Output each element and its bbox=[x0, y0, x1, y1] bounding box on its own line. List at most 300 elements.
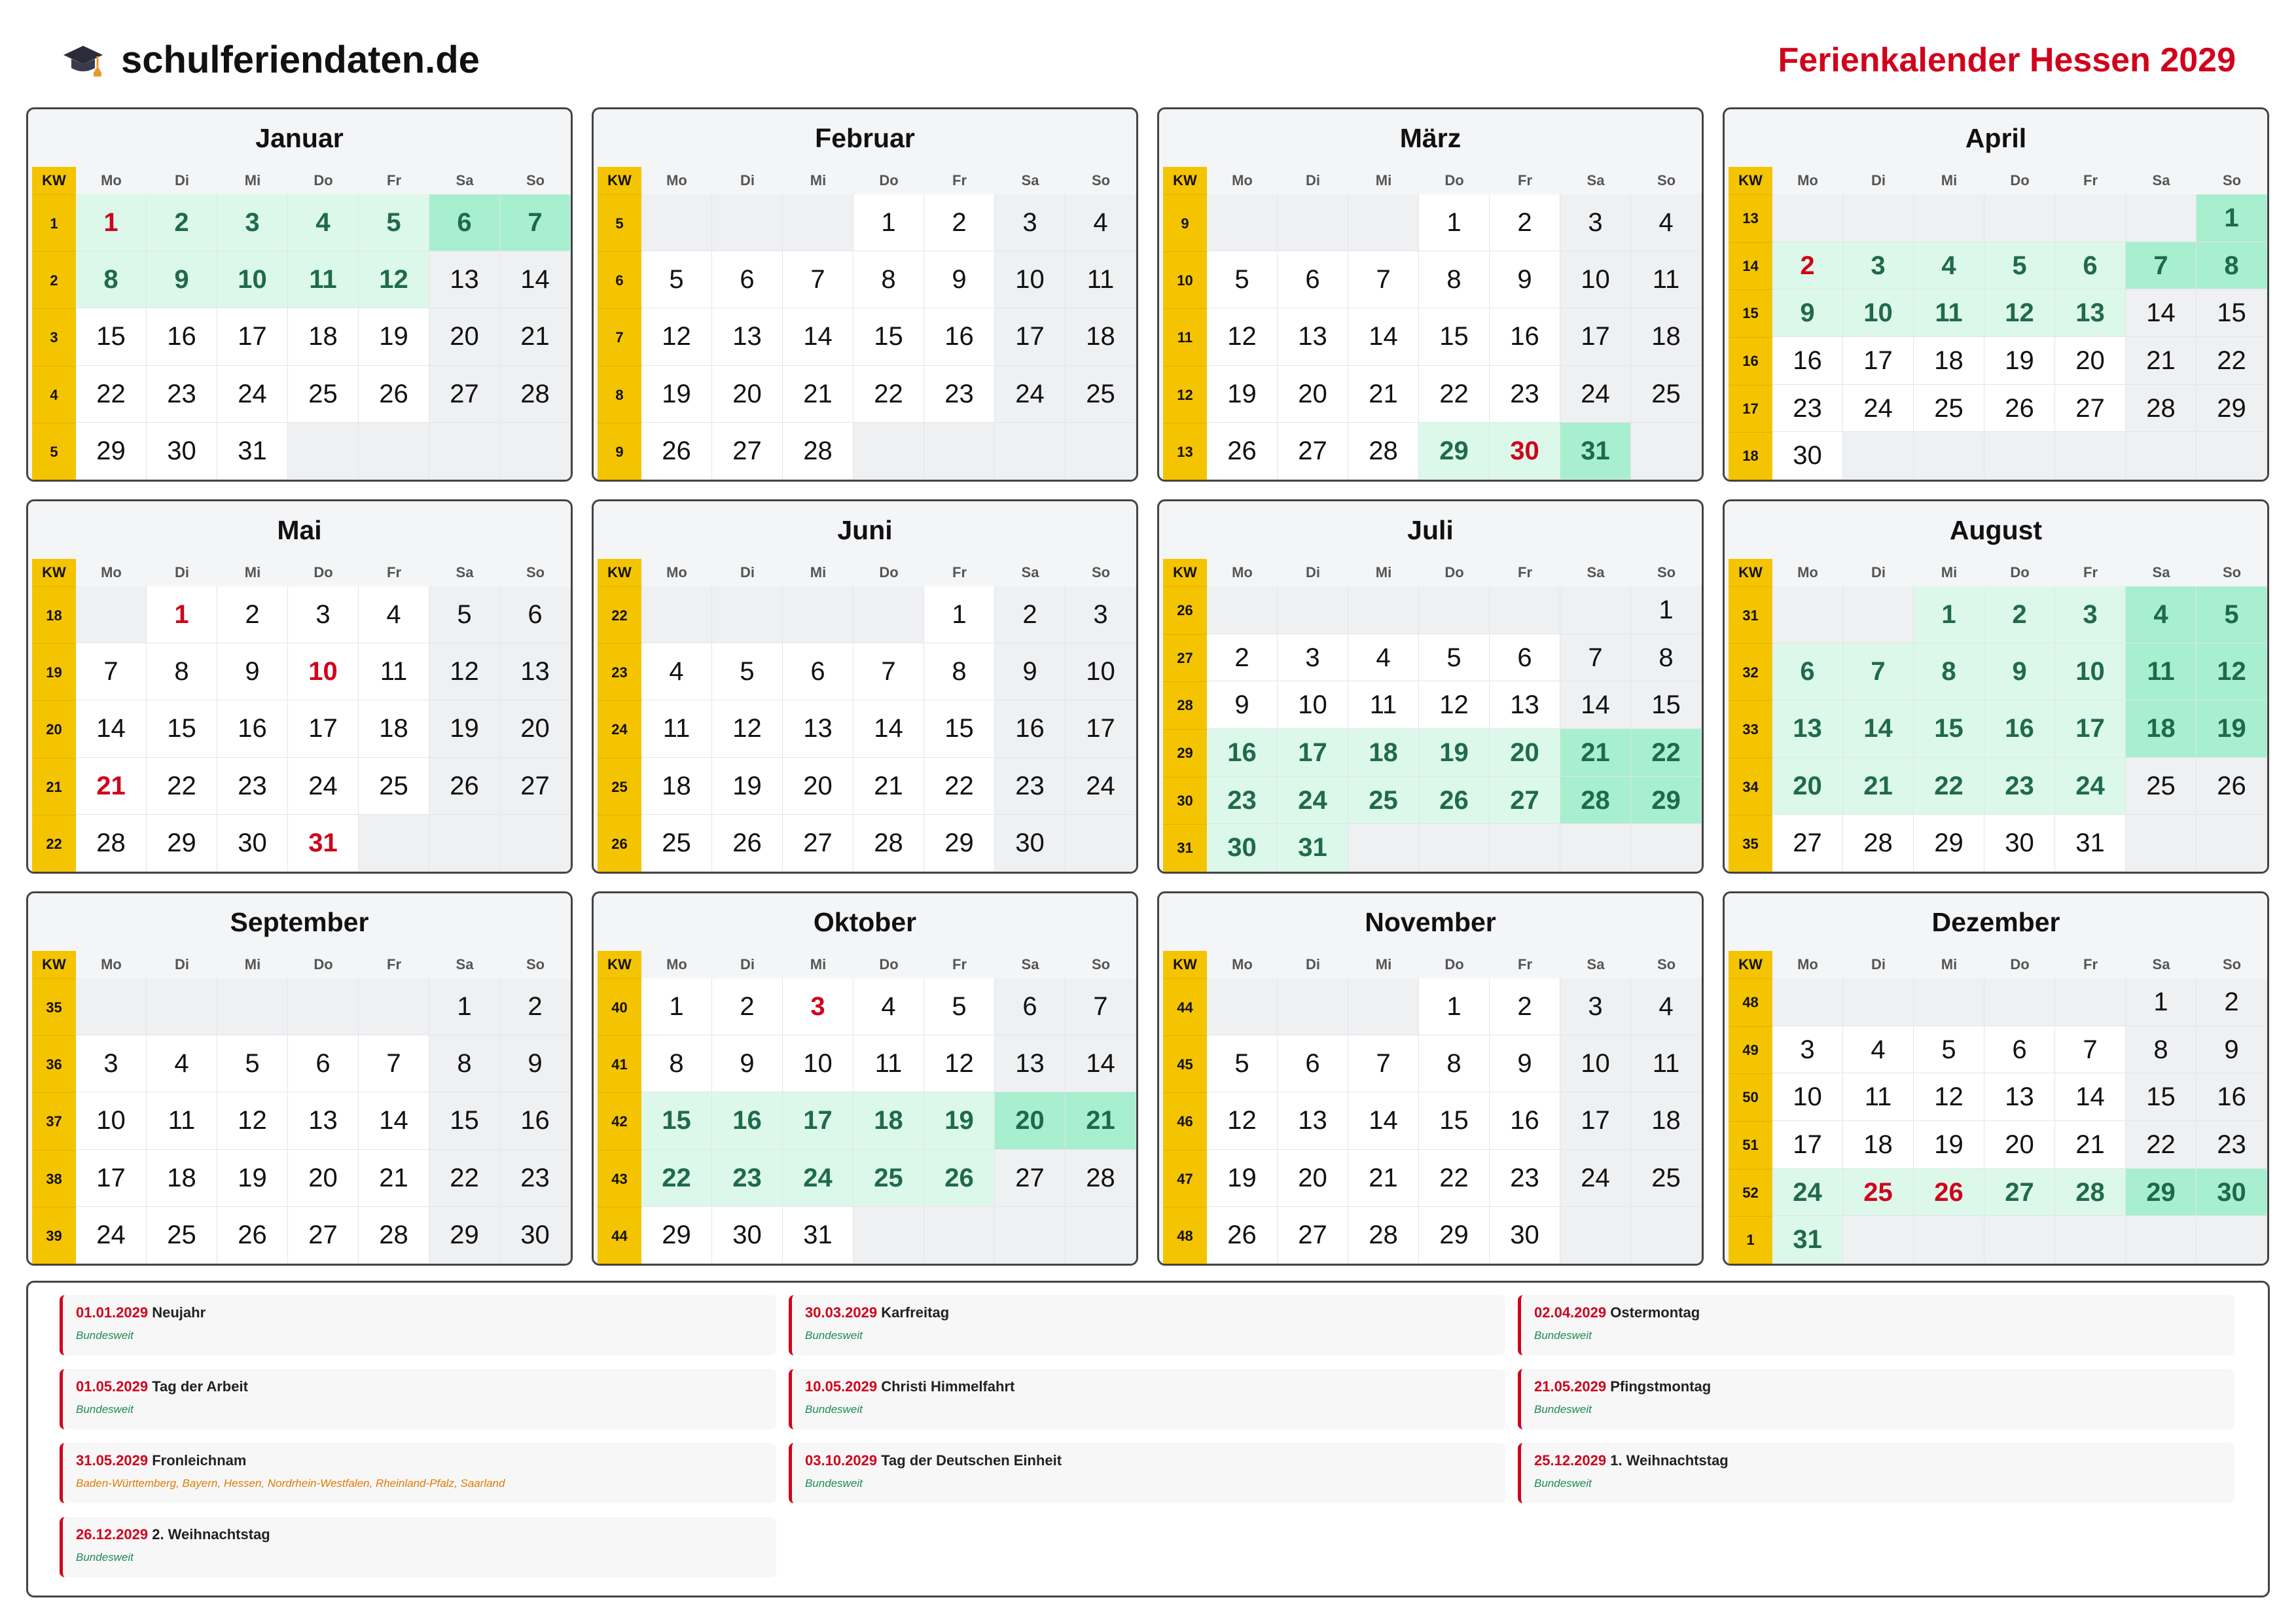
day-cell[interactable]: 5 bbox=[1419, 634, 1490, 682]
day-cell[interactable]: 19 bbox=[217, 1150, 288, 1207]
day-cell[interactable]: 30 bbox=[995, 815, 1066, 872]
day-cell[interactable]: 14 bbox=[359, 1092, 429, 1149]
day-cell[interactable]: 22 bbox=[641, 1150, 712, 1207]
day-cell[interactable]: 3 bbox=[1560, 194, 1631, 251]
day-cell[interactable]: 8 bbox=[76, 251, 147, 308]
day-cell[interactable]: 5 bbox=[429, 586, 500, 643]
day-cell[interactable]: 10 bbox=[1560, 251, 1631, 308]
day-cell[interactable]: 21 bbox=[359, 1150, 429, 1207]
day-cell[interactable]: 11 bbox=[1914, 289, 1984, 337]
day-cell[interactable]: 23 bbox=[712, 1150, 783, 1207]
day-cell[interactable]: 21 bbox=[76, 758, 147, 815]
day-cell[interactable]: 11 bbox=[2126, 643, 2197, 700]
day-cell[interactable]: 4 bbox=[147, 1035, 217, 1092]
day-cell[interactable]: 17 bbox=[1066, 700, 1136, 757]
day-cell[interactable]: 3 bbox=[288, 586, 359, 643]
day-cell[interactable]: 10 bbox=[2055, 643, 2126, 700]
day-cell[interactable]: 22 bbox=[1631, 729, 1702, 777]
day-cell[interactable]: 2 bbox=[500, 978, 571, 1035]
day-cell[interactable]: 1 bbox=[1914, 586, 1984, 643]
day-cell[interactable]: 28 bbox=[359, 1207, 429, 1264]
day-cell[interactable]: 11 bbox=[853, 1035, 924, 1092]
day-cell[interactable]: 18 bbox=[1843, 1121, 1914, 1169]
day-cell[interactable]: 12 bbox=[217, 1092, 288, 1149]
day-cell[interactable]: 26 bbox=[1914, 1169, 1984, 1217]
day-cell[interactable]: 16 bbox=[217, 700, 288, 757]
day-cell[interactable]: 8 bbox=[2197, 242, 2267, 290]
day-cell[interactable]: 30 bbox=[2197, 1169, 2267, 1217]
day-cell[interactable]: 20 bbox=[1490, 729, 1560, 777]
day-cell[interactable]: 3 bbox=[2055, 586, 2126, 643]
day-cell[interactable]: 21 bbox=[1843, 758, 1914, 815]
day-cell[interactable]: 16 bbox=[1490, 308, 1560, 365]
day-cell[interactable]: 28 bbox=[783, 423, 853, 480]
day-cell[interactable]: 7 bbox=[1066, 978, 1136, 1035]
day-cell[interactable]: 8 bbox=[429, 1035, 500, 1092]
day-cell[interactable]: 6 bbox=[1772, 643, 1843, 700]
day-cell[interactable]: 2 bbox=[217, 586, 288, 643]
day-cell[interactable]: 8 bbox=[1419, 251, 1490, 308]
day-cell[interactable]: 7 bbox=[783, 251, 853, 308]
day-cell[interactable]: 10 bbox=[783, 1035, 853, 1092]
day-cell[interactable]: 19 bbox=[359, 308, 429, 365]
day-cell[interactable]: 1 bbox=[76, 194, 147, 251]
day-cell[interactable]: 22 bbox=[2126, 1121, 2197, 1169]
day-cell[interactable]: 20 bbox=[712, 366, 783, 423]
day-cell[interactable]: 6 bbox=[1278, 251, 1348, 308]
day-cell[interactable]: 21 bbox=[500, 308, 571, 365]
day-cell[interactable]: 29 bbox=[1419, 1207, 1490, 1264]
day-cell[interactable]: 1 bbox=[2197, 194, 2267, 242]
day-cell[interactable]: 29 bbox=[641, 1207, 712, 1264]
day-cell[interactable]: 23 bbox=[500, 1150, 571, 1207]
day-cell[interactable]: 19 bbox=[924, 1092, 995, 1149]
day-cell[interactable]: 24 bbox=[2055, 758, 2126, 815]
day-cell[interactable]: 22 bbox=[147, 758, 217, 815]
day-cell[interactable]: 11 bbox=[1631, 1035, 1702, 1092]
day-cell[interactable]: 1 bbox=[853, 194, 924, 251]
day-cell[interactable]: 24 bbox=[288, 758, 359, 815]
day-cell[interactable]: 2 bbox=[995, 586, 1066, 643]
day-cell[interactable]: 16 bbox=[500, 1092, 571, 1149]
day-cell[interactable]: 26 bbox=[1207, 423, 1278, 480]
day-cell[interactable]: 2 bbox=[2197, 978, 2267, 1026]
day-cell[interactable]: 19 bbox=[1207, 366, 1278, 423]
day-cell[interactable]: 18 bbox=[853, 1092, 924, 1149]
day-cell[interactable]: 8 bbox=[641, 1035, 712, 1092]
day-cell[interactable]: 2 bbox=[1772, 242, 1843, 290]
day-cell[interactable]: 27 bbox=[1278, 1207, 1348, 1264]
day-cell[interactable]: 3 bbox=[995, 194, 1066, 251]
day-cell[interactable]: 3 bbox=[1066, 586, 1136, 643]
day-cell[interactable]: 3 bbox=[1843, 242, 1914, 290]
day-cell[interactable]: 4 bbox=[1843, 1026, 1914, 1074]
day-cell[interactable]: 18 bbox=[288, 308, 359, 365]
day-cell[interactable]: 27 bbox=[1772, 815, 1843, 872]
day-cell[interactable]: 21 bbox=[1560, 729, 1631, 777]
day-cell[interactable]: 6 bbox=[783, 643, 853, 700]
day-cell[interactable]: 25 bbox=[1631, 366, 1702, 423]
day-cell[interactable]: 8 bbox=[853, 251, 924, 308]
day-cell[interactable]: 23 bbox=[1772, 385, 1843, 433]
day-cell[interactable]: 28 bbox=[853, 815, 924, 872]
day-cell[interactable]: 14 bbox=[76, 700, 147, 757]
day-cell[interactable]: 18 bbox=[1914, 337, 1984, 385]
day-cell[interactable]: 5 bbox=[2197, 586, 2267, 643]
day-cell[interactable]: 20 bbox=[500, 700, 571, 757]
day-cell[interactable]: 6 bbox=[500, 586, 571, 643]
day-cell[interactable]: 6 bbox=[1278, 1035, 1348, 1092]
day-cell[interactable]: 16 bbox=[995, 700, 1066, 757]
day-cell[interactable]: 26 bbox=[924, 1150, 995, 1207]
day-cell[interactable]: 25 bbox=[359, 758, 429, 815]
day-cell[interactable]: 23 bbox=[1207, 777, 1278, 825]
day-cell[interactable]: 3 bbox=[783, 978, 853, 1035]
day-cell[interactable]: 5 bbox=[712, 643, 783, 700]
day-cell[interactable]: 4 bbox=[1066, 194, 1136, 251]
day-cell[interactable]: 9 bbox=[924, 251, 995, 308]
day-cell[interactable]: 23 bbox=[1490, 1150, 1560, 1207]
day-cell[interactable]: 29 bbox=[2197, 385, 2267, 433]
day-cell[interactable]: 27 bbox=[500, 758, 571, 815]
day-cell[interactable]: 26 bbox=[712, 815, 783, 872]
day-cell[interactable]: 14 bbox=[2055, 1073, 2126, 1121]
day-cell[interactable]: 1 bbox=[924, 586, 995, 643]
day-cell[interactable]: 29 bbox=[924, 815, 995, 872]
day-cell[interactable]: 16 bbox=[1490, 1092, 1560, 1149]
day-cell[interactable]: 9 bbox=[1984, 643, 2055, 700]
day-cell[interactable]: 1 bbox=[147, 586, 217, 643]
day-cell[interactable]: 11 bbox=[288, 251, 359, 308]
day-cell[interactable]: 14 bbox=[1348, 1092, 1419, 1149]
day-cell[interactable]: 3 bbox=[1278, 634, 1348, 682]
day-cell[interactable]: 13 bbox=[1278, 1092, 1348, 1149]
day-cell[interactable]: 30 bbox=[147, 423, 217, 480]
day-cell[interactable]: 27 bbox=[1278, 423, 1348, 480]
day-cell[interactable]: 13 bbox=[1278, 308, 1348, 365]
day-cell[interactable]: 11 bbox=[1843, 1073, 1914, 1121]
day-cell[interactable]: 28 bbox=[2055, 1169, 2126, 1217]
day-cell[interactable]: 19 bbox=[1914, 1121, 1984, 1169]
day-cell[interactable]: 14 bbox=[783, 308, 853, 365]
day-cell[interactable]: 9 bbox=[995, 643, 1066, 700]
day-cell[interactable]: 27 bbox=[712, 423, 783, 480]
day-cell[interactable]: 2 bbox=[147, 194, 217, 251]
day-cell[interactable]: 30 bbox=[1490, 1207, 1560, 1264]
day-cell[interactable]: 30 bbox=[500, 1207, 571, 1264]
day-cell[interactable]: 9 bbox=[2197, 1026, 2267, 1074]
day-cell[interactable]: 26 bbox=[1419, 777, 1490, 825]
day-cell[interactable]: 14 bbox=[853, 700, 924, 757]
day-cell[interactable]: 21 bbox=[2126, 337, 2197, 385]
day-cell[interactable]: 13 bbox=[995, 1035, 1066, 1092]
day-cell[interactable]: 6 bbox=[995, 978, 1066, 1035]
day-cell[interactable]: 20 bbox=[429, 308, 500, 365]
day-cell[interactable]: 13 bbox=[1772, 700, 1843, 757]
day-cell[interactable]: 8 bbox=[1914, 643, 1984, 700]
day-cell[interactable]: 26 bbox=[2197, 758, 2267, 815]
day-cell[interactable]: 16 bbox=[147, 308, 217, 365]
day-cell[interactable]: 24 bbox=[1772, 1169, 1843, 1217]
day-cell[interactable]: 28 bbox=[1560, 777, 1631, 825]
day-cell[interactable]: 18 bbox=[1066, 308, 1136, 365]
day-cell[interactable]: 28 bbox=[1843, 815, 1914, 872]
day-cell[interactable]: 21 bbox=[783, 366, 853, 423]
day-cell[interactable]: 23 bbox=[217, 758, 288, 815]
day-cell[interactable]: 15 bbox=[1419, 308, 1490, 365]
day-cell[interactable]: 4 bbox=[1914, 242, 1984, 290]
day-cell[interactable]: 31 bbox=[288, 815, 359, 872]
day-cell[interactable]: 8 bbox=[924, 643, 995, 700]
day-cell[interactable]: 26 bbox=[1207, 1207, 1278, 1264]
day-cell[interactable]: 24 bbox=[1278, 777, 1348, 825]
day-cell[interactable]: 28 bbox=[1066, 1150, 1136, 1207]
day-cell[interactable]: 24 bbox=[1066, 758, 1136, 815]
day-cell[interactable]: 30 bbox=[217, 815, 288, 872]
day-cell[interactable]: 10 bbox=[1278, 681, 1348, 729]
day-cell[interactable]: 23 bbox=[1984, 758, 2055, 815]
day-cell[interactable]: 13 bbox=[429, 251, 500, 308]
day-cell[interactable]: 5 bbox=[641, 251, 712, 308]
day-cell[interactable]: 4 bbox=[359, 586, 429, 643]
day-cell[interactable]: 7 bbox=[1348, 251, 1419, 308]
day-cell[interactable]: 2 bbox=[924, 194, 995, 251]
day-cell[interactable]: 20 bbox=[288, 1150, 359, 1207]
day-cell[interactable]: 6 bbox=[288, 1035, 359, 1092]
day-cell[interactable]: 30 bbox=[1984, 815, 2055, 872]
day-cell[interactable]: 7 bbox=[359, 1035, 429, 1092]
day-cell[interactable]: 6 bbox=[712, 251, 783, 308]
day-cell[interactable]: 14 bbox=[1348, 308, 1419, 365]
day-cell[interactable]: 17 bbox=[76, 1150, 147, 1207]
day-cell[interactable]: 12 bbox=[2197, 643, 2267, 700]
day-cell[interactable]: 27 bbox=[1490, 777, 1560, 825]
day-cell[interactable]: 29 bbox=[1914, 815, 1984, 872]
day-cell[interactable]: 7 bbox=[853, 643, 924, 700]
day-cell[interactable]: 9 bbox=[1490, 251, 1560, 308]
day-cell[interactable]: 4 bbox=[2126, 586, 2197, 643]
day-cell[interactable]: 10 bbox=[217, 251, 288, 308]
day-cell[interactable]: 2 bbox=[712, 978, 783, 1035]
day-cell[interactable]: 22 bbox=[76, 366, 147, 423]
day-cell[interactable]: 10 bbox=[288, 643, 359, 700]
day-cell[interactable]: 7 bbox=[2055, 1026, 2126, 1074]
day-cell[interactable]: 11 bbox=[359, 643, 429, 700]
day-cell[interactable]: 19 bbox=[1984, 337, 2055, 385]
day-cell[interactable]: 20 bbox=[2055, 337, 2126, 385]
day-cell[interactable]: 17 bbox=[1843, 337, 1914, 385]
day-cell[interactable]: 5 bbox=[359, 194, 429, 251]
day-cell[interactable]: 29 bbox=[2126, 1169, 2197, 1217]
day-cell[interactable]: 1 bbox=[1419, 978, 1490, 1035]
day-cell[interactable]: 16 bbox=[924, 308, 995, 365]
day-cell[interactable]: 25 bbox=[1631, 1150, 1702, 1207]
day-cell[interactable]: 10 bbox=[1843, 289, 1914, 337]
day-cell[interactable]: 30 bbox=[712, 1207, 783, 1264]
day-cell[interactable]: 20 bbox=[1772, 758, 1843, 815]
day-cell[interactable]: 5 bbox=[924, 978, 995, 1035]
day-cell[interactable]: 15 bbox=[1419, 1092, 1490, 1149]
day-cell[interactable]: 20 bbox=[783, 758, 853, 815]
day-cell[interactable]: 6 bbox=[2055, 242, 2126, 290]
day-cell[interactable]: 16 bbox=[1772, 337, 1843, 385]
day-cell[interactable]: 27 bbox=[2055, 385, 2126, 433]
day-cell[interactable]: 15 bbox=[2126, 1073, 2197, 1121]
day-cell[interactable]: 22 bbox=[429, 1150, 500, 1207]
day-cell[interactable]: 16 bbox=[1207, 729, 1278, 777]
day-cell[interactable]: 23 bbox=[924, 366, 995, 423]
day-cell[interactable]: 1 bbox=[429, 978, 500, 1035]
day-cell[interactable]: 6 bbox=[1490, 634, 1560, 682]
day-cell[interactable]: 16 bbox=[2197, 1073, 2267, 1121]
day-cell[interactable]: 13 bbox=[500, 643, 571, 700]
day-cell[interactable]: 19 bbox=[1419, 729, 1490, 777]
day-cell[interactable]: 28 bbox=[76, 815, 147, 872]
day-cell[interactable]: 31 bbox=[217, 423, 288, 480]
day-cell[interactable]: 2 bbox=[1984, 586, 2055, 643]
day-cell[interactable]: 27 bbox=[783, 815, 853, 872]
day-cell[interactable]: 11 bbox=[1348, 681, 1419, 729]
day-cell[interactable]: 14 bbox=[1066, 1035, 1136, 1092]
day-cell[interactable]: 27 bbox=[1984, 1169, 2055, 1217]
day-cell[interactable]: 18 bbox=[359, 700, 429, 757]
day-cell[interactable]: 22 bbox=[1419, 366, 1490, 423]
day-cell[interactable]: 13 bbox=[712, 308, 783, 365]
day-cell[interactable]: 26 bbox=[429, 758, 500, 815]
day-cell[interactable]: 15 bbox=[853, 308, 924, 365]
day-cell[interactable]: 12 bbox=[1207, 308, 1278, 365]
day-cell[interactable]: 25 bbox=[1914, 385, 1984, 433]
day-cell[interactable]: 9 bbox=[1772, 289, 1843, 337]
day-cell[interactable]: 5 bbox=[1207, 1035, 1278, 1092]
day-cell[interactable]: 21 bbox=[2055, 1121, 2126, 1169]
day-cell[interactable]: 20 bbox=[1278, 1150, 1348, 1207]
day-cell[interactable]: 29 bbox=[429, 1207, 500, 1264]
day-cell[interactable]: 25 bbox=[641, 815, 712, 872]
day-cell[interactable]: 17 bbox=[783, 1092, 853, 1149]
day-cell[interactable]: 18 bbox=[147, 1150, 217, 1207]
day-cell[interactable]: 5 bbox=[1207, 251, 1278, 308]
day-cell[interactable]: 13 bbox=[1984, 1073, 2055, 1121]
day-cell[interactable]: 19 bbox=[1207, 1150, 1278, 1207]
day-cell[interactable]: 24 bbox=[783, 1150, 853, 1207]
day-cell[interactable]: 29 bbox=[1631, 777, 1702, 825]
day-cell[interactable]: 31 bbox=[2055, 815, 2126, 872]
day-cell[interactable]: 17 bbox=[288, 700, 359, 757]
day-cell[interactable]: 17 bbox=[217, 308, 288, 365]
day-cell[interactable]: 19 bbox=[712, 758, 783, 815]
day-cell[interactable]: 18 bbox=[1631, 1092, 1702, 1149]
day-cell[interactable]: 21 bbox=[853, 758, 924, 815]
day-cell[interactable]: 24 bbox=[76, 1207, 147, 1264]
day-cell[interactable]: 21 bbox=[1348, 366, 1419, 423]
day-cell[interactable]: 29 bbox=[76, 423, 147, 480]
day-cell[interactable]: 28 bbox=[1348, 423, 1419, 480]
day-cell[interactable]: 24 bbox=[1560, 366, 1631, 423]
day-cell[interactable]: 4 bbox=[1631, 978, 1702, 1035]
day-cell[interactable]: 2 bbox=[1490, 194, 1560, 251]
day-cell[interactable]: 31 bbox=[1772, 1216, 1843, 1264]
day-cell[interactable]: 9 bbox=[1490, 1035, 1560, 1092]
day-cell[interactable]: 18 bbox=[1631, 308, 1702, 365]
day-cell[interactable]: 26 bbox=[359, 366, 429, 423]
day-cell[interactable]: 13 bbox=[1490, 681, 1560, 729]
day-cell[interactable]: 25 bbox=[2126, 758, 2197, 815]
day-cell[interactable]: 12 bbox=[429, 643, 500, 700]
day-cell[interactable]: 13 bbox=[288, 1092, 359, 1149]
day-cell[interactable]: 8 bbox=[2126, 1026, 2197, 1074]
day-cell[interactable]: 4 bbox=[853, 978, 924, 1035]
day-cell[interactable]: 8 bbox=[1631, 634, 1702, 682]
day-cell[interactable]: 14 bbox=[1843, 700, 1914, 757]
day-cell[interactable]: 11 bbox=[1631, 251, 1702, 308]
day-cell[interactable]: 5 bbox=[217, 1035, 288, 1092]
day-cell[interactable]: 10 bbox=[1772, 1073, 1843, 1121]
day-cell[interactable]: 30 bbox=[1207, 824, 1278, 872]
day-cell[interactable]: 30 bbox=[1772, 432, 1843, 480]
day-cell[interactable]: 8 bbox=[1419, 1035, 1490, 1092]
day-cell[interactable]: 10 bbox=[76, 1092, 147, 1149]
day-cell[interactable]: 28 bbox=[500, 366, 571, 423]
day-cell[interactable]: 12 bbox=[924, 1035, 995, 1092]
day-cell[interactable]: 7 bbox=[500, 194, 571, 251]
day-cell[interactable]: 15 bbox=[76, 308, 147, 365]
day-cell[interactable]: 6 bbox=[1984, 1026, 2055, 1074]
day-cell[interactable]: 17 bbox=[1772, 1121, 1843, 1169]
day-cell[interactable]: 11 bbox=[1066, 251, 1136, 308]
day-cell[interactable]: 31 bbox=[783, 1207, 853, 1264]
day-cell[interactable]: 9 bbox=[1207, 681, 1278, 729]
day-cell[interactable]: 20 bbox=[1278, 366, 1348, 423]
day-cell[interactable]: 26 bbox=[1984, 385, 2055, 433]
day-cell[interactable]: 22 bbox=[924, 758, 995, 815]
day-cell[interactable]: 15 bbox=[641, 1092, 712, 1149]
day-cell[interactable]: 31 bbox=[1278, 824, 1348, 872]
day-cell[interactable]: 4 bbox=[1631, 194, 1702, 251]
day-cell[interactable]: 14 bbox=[1560, 681, 1631, 729]
day-cell[interactable]: 9 bbox=[217, 643, 288, 700]
day-cell[interactable]: 24 bbox=[1560, 1150, 1631, 1207]
day-cell[interactable]: 28 bbox=[1348, 1207, 1419, 1264]
day-cell[interactable]: 10 bbox=[1560, 1035, 1631, 1092]
day-cell[interactable]: 29 bbox=[1419, 423, 1490, 480]
day-cell[interactable]: 4 bbox=[641, 643, 712, 700]
day-cell[interactable]: 26 bbox=[217, 1207, 288, 1264]
day-cell[interactable]: 19 bbox=[429, 700, 500, 757]
day-cell[interactable]: 22 bbox=[853, 366, 924, 423]
day-cell[interactable]: 3 bbox=[1772, 1026, 1843, 1074]
day-cell[interactable]: 1 bbox=[2126, 978, 2197, 1026]
day-cell[interactable]: 25 bbox=[147, 1207, 217, 1264]
day-cell[interactable]: 25 bbox=[1066, 366, 1136, 423]
day-cell[interactable]: 29 bbox=[147, 815, 217, 872]
day-cell[interactable]: 15 bbox=[924, 700, 995, 757]
day-cell[interactable]: 2 bbox=[1207, 634, 1278, 682]
day-cell[interactable]: 13 bbox=[783, 700, 853, 757]
day-cell[interactable]: 9 bbox=[500, 1035, 571, 1092]
day-cell[interactable]: 20 bbox=[995, 1092, 1066, 1149]
day-cell[interactable]: 17 bbox=[1560, 1092, 1631, 1149]
day-cell[interactable]: 27 bbox=[288, 1207, 359, 1264]
day-cell[interactable]: 3 bbox=[217, 194, 288, 251]
day-cell[interactable]: 7 bbox=[1843, 643, 1914, 700]
day-cell[interactable]: 24 bbox=[995, 366, 1066, 423]
day-cell[interactable]: 25 bbox=[288, 366, 359, 423]
day-cell[interactable]: 17 bbox=[1278, 729, 1348, 777]
day-cell[interactable]: 30 bbox=[1490, 423, 1560, 480]
day-cell[interactable]: 10 bbox=[1066, 643, 1136, 700]
day-cell[interactable]: 9 bbox=[147, 251, 217, 308]
